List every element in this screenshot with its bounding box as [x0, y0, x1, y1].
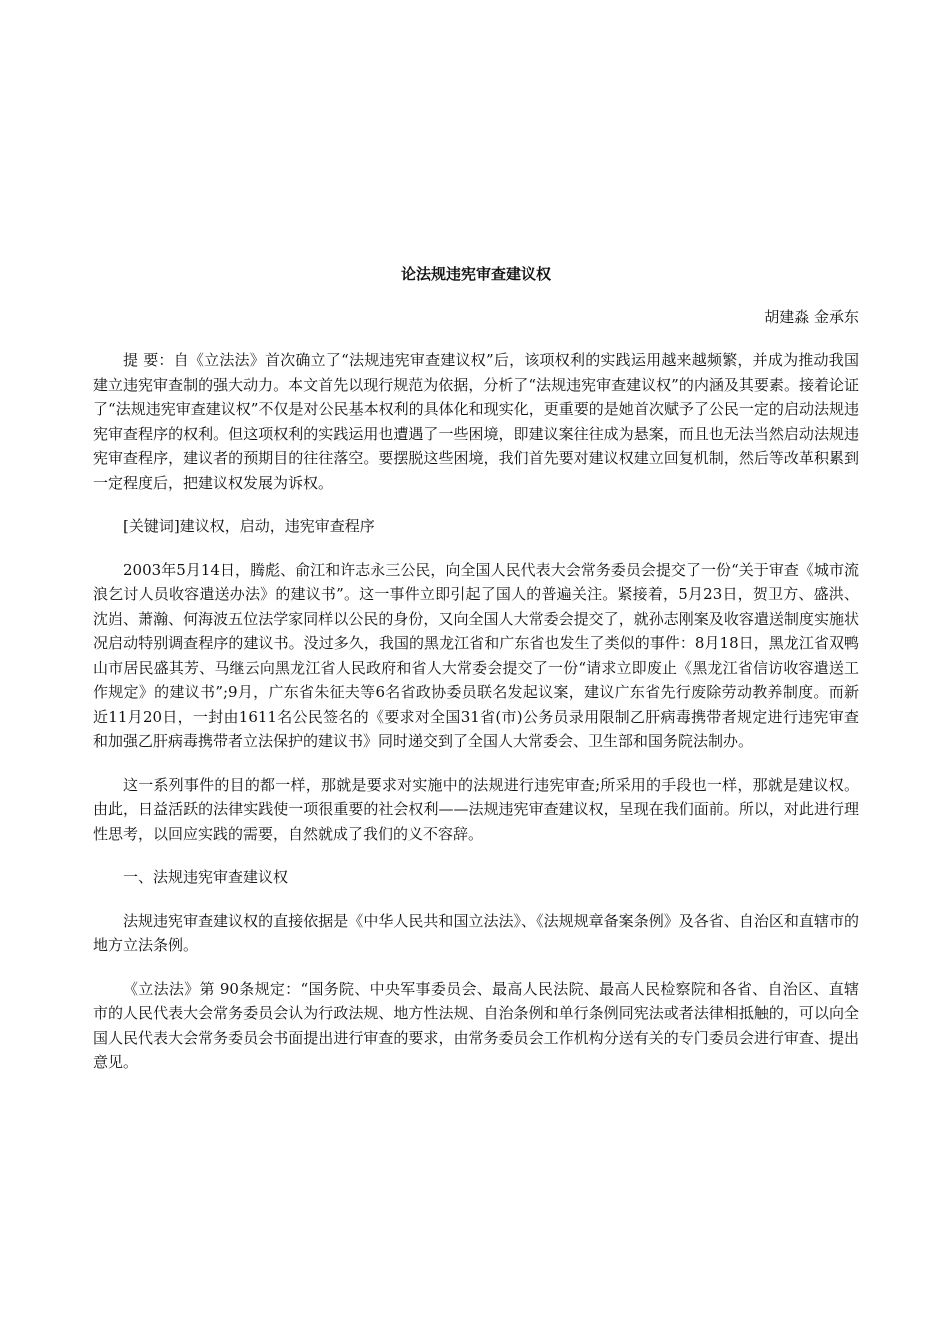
keywords-paragraph: [关键词]建议权，启动，违宪审查程序 [123, 517, 375, 535]
section-heading: 一、法规违宪审查建议权 [123, 868, 289, 886]
document-page [93, 262, 859, 1094]
document-authors: 胡建淼 金承东 [764, 308, 859, 326]
abstract-paragraph: 提 要：自《立法法》首次确立了“法规违宪审查建议权”后，该项权利的实践运用越来越频繁，并成为推动我国建立违宪审查制的强大动力。本文首先以现行规范为依据，分析了“法规违宪审查建议权”的内涵及其要素。接着论证了“法规违宪审查建议权”不仅是对公民基本权利的具体化和现实化，更重要的是她首次赋予了公民一定的启动法规违宪审查程序的权利。但这项权利的实践运用也遭遇了一些困境，即建议案往往成为悬案，而且也无法当然启动法规违宪审查程序，建议者的预期目的往往落空。要摆脱这些困境，我们首先要对建议权建立回复机制，然后等改革积累到一定程度后，把建议权发展为诉权。 [93, 351, 859, 492]
document-title: 论法规违宪审查建议权 [400, 265, 551, 283]
body-paragraph: 法规违宪审查建议权的直接依据是《中华人民共和国立法法》、《法规规章备案条例》及各省、自治区和直辖市的地方立法条例。 [93, 911, 859, 954]
body-paragraph: 2003年5月14日，腾彪、俞江和许志永三公民，向全国人民代表大会常务委员会提交了一份“关于审查《城市流浪乞讨人员收容遣送办法》的建议书”。这一事件立即引起了国人的普遍关注。紧接着，5月23日，贺卫方、盛洪、沈岿、萧瀚、何海波五位法学家同样以公民的身份，又向全国人大常委会提交了，就孙志刚案及收容遣送制度实施状况启动特别调查程序的建议书。没过多久，我国的黑龙江省和广东省也发生了类似的事件：8月18日，黑龙江省双鸭山市居民盛其芳、马继云向黑龙江省人民政府和省人大常委会提交了一份“请求立即废止《黑龙江省信访收容遣送工作规定》的建议书”;9月，广东省朱征夫等6名省政协委员联名发起议案，建议广东省先行废除劳动教养制度。而新近11月20日，一封由1611名公民签名的《要求对全国31省(市)公务员录用限制乙肝病毒携带者规定进行违宪审查和加强乙肝病毒携带者立法保护的建议书》同时递交到了全国人大常委会、卫生部和国务院法制办。 [93, 560, 859, 750]
body-paragraph: 《立法法》第 90条规定：“国务院、中央军事委员会、最高人民法院、最高人民检察院和各省、自治区、直辖市的人民代表大会常务委员会认为行政法规、地方性法规、自治条例和单行条例同宪法或者法律相抵触的，可以向全国人民代表大会常务委员会书面提出进行审查的要求，由常务委员会工作机构分送有关的专门委员会进行审查、提出意见。 [93, 979, 859, 1071]
body-paragraph: 这一系列事件的目的都一样，那就是要求对实施中的法规进行违宪审查;所采用的手段也一样，那就是建议权。由此，日益活跃的法律实践使一项很重要的社会权利——法规违宪审查建议权，呈现在我们面前。所以，对此进行理性思考，以回应实践的需要，自然就成了我们的义不容辞。 [93, 775, 859, 843]
